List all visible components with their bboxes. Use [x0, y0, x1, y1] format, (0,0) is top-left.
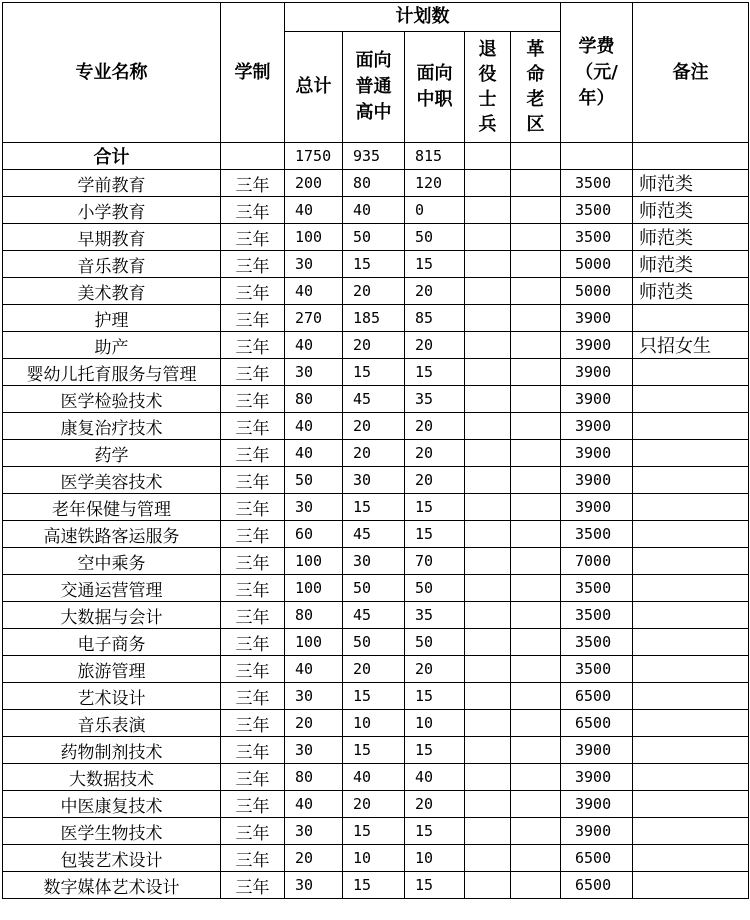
- plan-vocational: 15: [405, 737, 465, 764]
- tuition: 5000: [561, 251, 633, 278]
- total-fee: [561, 143, 633, 170]
- plan-veterans: [465, 197, 511, 224]
- plan-old-revolutionary: [511, 629, 561, 656]
- table-row: [3, 548, 749, 575]
- plan-veterans: [465, 278, 511, 305]
- header-total: 总计: [285, 32, 343, 143]
- table-row: [3, 629, 749, 656]
- total-row: [3, 143, 749, 170]
- plan-general-high: 15: [343, 818, 405, 845]
- tuition: 3900: [561, 764, 633, 791]
- plan-general-high: 10: [343, 845, 405, 872]
- plan-old-revolutionary: [511, 494, 561, 521]
- note: [633, 386, 749, 413]
- plan-old-revolutionary: [511, 818, 561, 845]
- major-name: 药学: [3, 440, 221, 467]
- plan-vocational: 15: [405, 818, 465, 845]
- plan-general-high: 50: [343, 224, 405, 251]
- plan-total: 270: [285, 305, 343, 332]
- tuition: 3500: [561, 521, 633, 548]
- plan-vocational: 20: [405, 278, 465, 305]
- note: 师范类: [633, 197, 749, 224]
- major-name: 护理: [3, 305, 221, 332]
- plan-total: 80: [285, 386, 343, 413]
- plan-old-revolutionary: [511, 440, 561, 467]
- total-vocational: 815: [405, 143, 465, 170]
- plan-old-revolutionary: [511, 764, 561, 791]
- plan-veterans: [465, 818, 511, 845]
- major-name: 婴幼儿托育服务与管理: [3, 359, 221, 386]
- major-name: 数字媒体艺术设计: [3, 872, 221, 899]
- duration: 三年: [221, 251, 285, 278]
- plan-veterans: [465, 359, 511, 386]
- plan-total: 100: [285, 575, 343, 602]
- duration: 三年: [221, 359, 285, 386]
- plan-old-revolutionary: [511, 332, 561, 359]
- major-name: 电子商务: [3, 629, 221, 656]
- plan-general-high: 185: [343, 305, 405, 332]
- table-row: [3, 575, 749, 602]
- major-name: 助产: [3, 332, 221, 359]
- plan-general-high: 80: [343, 170, 405, 197]
- major-name: 交通运营管理: [3, 575, 221, 602]
- plan-veterans: [465, 332, 511, 359]
- tuition: 6500: [561, 872, 633, 899]
- plan-general-high: 45: [343, 602, 405, 629]
- tuition: 3900: [561, 386, 633, 413]
- plan-general-high: 15: [343, 494, 405, 521]
- header-plan: 计划数: [285, 3, 561, 32]
- table-row: [3, 845, 749, 872]
- major-name: 医学生物技术: [3, 818, 221, 845]
- tuition: 3900: [561, 440, 633, 467]
- plan-total: 30: [285, 818, 343, 845]
- plan-general-high: 30: [343, 467, 405, 494]
- plan-vocational: 15: [405, 359, 465, 386]
- plan-total: 50: [285, 467, 343, 494]
- duration: 三年: [221, 521, 285, 548]
- plan-old-revolutionary: [511, 413, 561, 440]
- plan-total: 40: [285, 440, 343, 467]
- note: [633, 413, 749, 440]
- tuition: 3500: [561, 224, 633, 251]
- table-row: [3, 251, 749, 278]
- note: [633, 845, 749, 872]
- table-row: [3, 764, 749, 791]
- plan-vocational: 50: [405, 224, 465, 251]
- plan-total: 40: [285, 413, 343, 440]
- note: [633, 494, 749, 521]
- major-name: 药物制剂技术: [3, 737, 221, 764]
- duration: 三年: [221, 170, 285, 197]
- plan-veterans: [465, 710, 511, 737]
- plan-total: 20: [285, 845, 343, 872]
- plan-vocational: 10: [405, 845, 465, 872]
- table-row: [3, 494, 749, 521]
- plan-vocational: 40: [405, 764, 465, 791]
- plan-old-revolutionary: [511, 521, 561, 548]
- plan-vocational: 20: [405, 413, 465, 440]
- plan-vocational: 20: [405, 791, 465, 818]
- note: 师范类: [633, 224, 749, 251]
- plan-vocational: 0: [405, 197, 465, 224]
- header-major: 专业名称: [3, 3, 221, 143]
- plan-veterans: [465, 575, 511, 602]
- tuition: 3500: [561, 656, 633, 683]
- plan-old-revolutionary: [511, 359, 561, 386]
- plan-veterans: [465, 494, 511, 521]
- duration: 三年: [221, 683, 285, 710]
- tuition: 5000: [561, 278, 633, 305]
- table-row: [3, 791, 749, 818]
- tuition: 7000: [561, 548, 633, 575]
- plan-veterans: [465, 467, 511, 494]
- tuition: 3900: [561, 818, 633, 845]
- table-row: [3, 467, 749, 494]
- tuition: 3900: [561, 332, 633, 359]
- tuition: 3500: [561, 602, 633, 629]
- note: [633, 575, 749, 602]
- note: [633, 791, 749, 818]
- plan-general-high: 40: [343, 197, 405, 224]
- tuition: 6500: [561, 845, 633, 872]
- plan-old-revolutionary: [511, 170, 561, 197]
- plan-general-high: 15: [343, 359, 405, 386]
- plan-veterans: [465, 521, 511, 548]
- duration: 三年: [221, 872, 285, 899]
- duration: 三年: [221, 494, 285, 521]
- plan-total: 100: [285, 548, 343, 575]
- plan-general-high: 20: [343, 413, 405, 440]
- table-row: [3, 197, 749, 224]
- tuition: 3900: [561, 359, 633, 386]
- plan-old-revolutionary: [511, 197, 561, 224]
- duration: 三年: [221, 764, 285, 791]
- major-name: 高速铁路客运服务: [3, 521, 221, 548]
- tuition: 3500: [561, 575, 633, 602]
- major-name: 空中乘务: [3, 548, 221, 575]
- plan-vocational: 15: [405, 494, 465, 521]
- plan-general-high: 15: [343, 737, 405, 764]
- total-general: 935: [343, 143, 405, 170]
- tuition: 3900: [561, 305, 633, 332]
- total-count: 1750: [285, 143, 343, 170]
- major-name: 包装艺术设计: [3, 845, 221, 872]
- major-name: 老年保健与管理: [3, 494, 221, 521]
- header-old-revolutionary: 革命老区: [511, 32, 561, 143]
- plan-vocational: 35: [405, 602, 465, 629]
- plan-veterans: [465, 737, 511, 764]
- plan-old-revolutionary: [511, 224, 561, 251]
- plan-total: 30: [285, 683, 343, 710]
- major-name: 医学美容技术: [3, 467, 221, 494]
- plan-general-high: 30: [343, 548, 405, 575]
- plan-vocational: 120: [405, 170, 465, 197]
- table-row: [3, 737, 749, 764]
- tuition: 3500: [561, 629, 633, 656]
- table-row: [3, 224, 749, 251]
- plan-veterans: [465, 791, 511, 818]
- plan-total: 30: [285, 872, 343, 899]
- plan-vocational: 20: [405, 440, 465, 467]
- note: [633, 440, 749, 467]
- plan-total: 20: [285, 710, 343, 737]
- plan-old-revolutionary: [511, 737, 561, 764]
- duration: 三年: [221, 467, 285, 494]
- plan-total: 100: [285, 224, 343, 251]
- note: [633, 521, 749, 548]
- duration: 三年: [221, 197, 285, 224]
- plan-old-revolutionary: [511, 656, 561, 683]
- plan-veterans: [465, 764, 511, 791]
- plan-general-high: 20: [343, 440, 405, 467]
- plan-veterans: [465, 629, 511, 656]
- plan-vocational: 50: [405, 575, 465, 602]
- duration: 三年: [221, 224, 285, 251]
- tuition: 3900: [561, 791, 633, 818]
- duration: 三年: [221, 629, 285, 656]
- plan-total: 100: [285, 629, 343, 656]
- plan-total: 30: [285, 737, 343, 764]
- plan-old-revolutionary: [511, 683, 561, 710]
- plan-total: 200: [285, 170, 343, 197]
- tuition: 3900: [561, 413, 633, 440]
- plan-veterans: [465, 305, 511, 332]
- plan-old-revolutionary: [511, 872, 561, 899]
- major-name: 音乐表演: [3, 710, 221, 737]
- tuition: 6500: [561, 683, 633, 710]
- total-label: 合计: [3, 143, 221, 170]
- table-row: [3, 683, 749, 710]
- duration: 三年: [221, 440, 285, 467]
- note: [633, 467, 749, 494]
- major-name: 大数据技术: [3, 764, 221, 791]
- table-row: [3, 359, 749, 386]
- table-row: [3, 305, 749, 332]
- plan-total: 40: [285, 791, 343, 818]
- duration: 三年: [221, 737, 285, 764]
- note: [633, 872, 749, 899]
- table-row: [3, 656, 749, 683]
- plan-veterans: [465, 170, 511, 197]
- plan-total: 40: [285, 656, 343, 683]
- enrollment-plan-table: [2, 2, 749, 899]
- plan-vocational: 15: [405, 872, 465, 899]
- tuition: 3900: [561, 467, 633, 494]
- plan-old-revolutionary: [511, 575, 561, 602]
- major-name: 美术教育: [3, 278, 221, 305]
- duration: 三年: [221, 386, 285, 413]
- note: [633, 764, 749, 791]
- plan-total: 40: [285, 332, 343, 359]
- plan-general-high: 50: [343, 575, 405, 602]
- header-note: 备注: [633, 3, 749, 143]
- plan-general-high: 45: [343, 386, 405, 413]
- plan-old-revolutionary: [511, 548, 561, 575]
- major-name: 中医康复技术: [3, 791, 221, 818]
- plan-veterans: [465, 251, 511, 278]
- total-duration: [221, 143, 285, 170]
- duration: 三年: [221, 710, 285, 737]
- major-name: 早期教育: [3, 224, 221, 251]
- duration: 三年: [221, 791, 285, 818]
- note: 只招女生: [633, 332, 749, 359]
- plan-general-high: 15: [343, 872, 405, 899]
- total-veterans: [465, 143, 511, 170]
- plan-general-high: 40: [343, 764, 405, 791]
- plan-general-high: 20: [343, 278, 405, 305]
- note: [633, 710, 749, 737]
- header-tuition: 学费（元/年）: [561, 3, 633, 143]
- note: [633, 818, 749, 845]
- total-old-revolutionary: [511, 143, 561, 170]
- plan-vocational: 35: [405, 386, 465, 413]
- note: [633, 683, 749, 710]
- plan-veterans: [465, 683, 511, 710]
- major-name: 小学教育: [3, 197, 221, 224]
- table-row: [3, 710, 749, 737]
- plan-old-revolutionary: [511, 710, 561, 737]
- duration: 三年: [221, 845, 285, 872]
- note: [633, 602, 749, 629]
- plan-general-high: 15: [343, 683, 405, 710]
- table-row: [3, 413, 749, 440]
- duration: 三年: [221, 818, 285, 845]
- plan-veterans: [465, 656, 511, 683]
- plan-veterans: [465, 872, 511, 899]
- duration: 三年: [221, 548, 285, 575]
- table-row: [3, 872, 749, 899]
- duration: 三年: [221, 332, 285, 359]
- plan-veterans: [465, 224, 511, 251]
- tuition: 3900: [561, 494, 633, 521]
- plan-veterans: [465, 440, 511, 467]
- plan-veterans: [465, 845, 511, 872]
- plan-vocational: 85: [405, 305, 465, 332]
- major-name: 学前教育: [3, 170, 221, 197]
- tuition: 6500: [561, 710, 633, 737]
- duration: 三年: [221, 575, 285, 602]
- table-row: [3, 818, 749, 845]
- plan-total: 30: [285, 359, 343, 386]
- note: [633, 359, 749, 386]
- header-duration: 学制: [221, 3, 285, 143]
- major-name: 大数据与会计: [3, 602, 221, 629]
- major-name: 音乐教育: [3, 251, 221, 278]
- header-general-high: 面向普通高中: [343, 32, 405, 143]
- plan-vocational: 15: [405, 521, 465, 548]
- plan-veterans: [465, 413, 511, 440]
- plan-old-revolutionary: [511, 251, 561, 278]
- plan-vocational: 70: [405, 548, 465, 575]
- plan-vocational: 15: [405, 251, 465, 278]
- duration: 三年: [221, 656, 285, 683]
- plan-general-high: 20: [343, 656, 405, 683]
- plan-veterans: [465, 548, 511, 575]
- note: [633, 548, 749, 575]
- table-row: [3, 521, 749, 548]
- duration: 三年: [221, 278, 285, 305]
- plan-vocational: 20: [405, 332, 465, 359]
- duration: 三年: [221, 602, 285, 629]
- duration: 三年: [221, 305, 285, 332]
- plan-general-high: 45: [343, 521, 405, 548]
- major-name: 旅游管理: [3, 656, 221, 683]
- plan-vocational: 15: [405, 683, 465, 710]
- note: [633, 629, 749, 656]
- note: [633, 656, 749, 683]
- tuition: 3500: [561, 197, 633, 224]
- note: 师范类: [633, 251, 749, 278]
- plan-total: 40: [285, 278, 343, 305]
- plan-old-revolutionary: [511, 467, 561, 494]
- plan-vocational: 20: [405, 656, 465, 683]
- plan-veterans: [465, 602, 511, 629]
- tuition: 3900: [561, 737, 633, 764]
- plan-old-revolutionary: [511, 845, 561, 872]
- plan-general-high: 15: [343, 251, 405, 278]
- plan-total: 40: [285, 197, 343, 224]
- plan-general-high: 20: [343, 332, 405, 359]
- table-row: [3, 332, 749, 359]
- table-row: [3, 602, 749, 629]
- plan-total: 30: [285, 251, 343, 278]
- plan-total: 80: [285, 764, 343, 791]
- major-name: 医学检验技术: [3, 386, 221, 413]
- note: 师范类: [633, 170, 749, 197]
- major-name: 艺术设计: [3, 683, 221, 710]
- note: [633, 737, 749, 764]
- major-name: 康复治疗技术: [3, 413, 221, 440]
- plan-total: 60: [285, 521, 343, 548]
- tuition: 3500: [561, 170, 633, 197]
- plan-vocational: 50: [405, 629, 465, 656]
- plan-old-revolutionary: [511, 278, 561, 305]
- note: [633, 305, 749, 332]
- plan-general-high: 10: [343, 710, 405, 737]
- plan-general-high: 20: [343, 791, 405, 818]
- header-veterans: 退役士兵: [465, 32, 511, 143]
- plan-vocational: 10: [405, 710, 465, 737]
- plan-total: 30: [285, 494, 343, 521]
- plan-total: 80: [285, 602, 343, 629]
- plan-old-revolutionary: [511, 305, 561, 332]
- table-row: [3, 278, 749, 305]
- plan-old-revolutionary: [511, 602, 561, 629]
- plan-general-high: 50: [343, 629, 405, 656]
- note: 师范类: [633, 278, 749, 305]
- table-row: [3, 440, 749, 467]
- duration: 三年: [221, 413, 285, 440]
- plan-old-revolutionary: [511, 791, 561, 818]
- table-row: [3, 170, 749, 197]
- plan-old-revolutionary: [511, 386, 561, 413]
- plan-vocational: 20: [405, 467, 465, 494]
- header-vocational: 面向中职: [405, 32, 465, 143]
- plan-veterans: [465, 386, 511, 413]
- total-note: [633, 143, 749, 170]
- table-row: [3, 386, 749, 413]
